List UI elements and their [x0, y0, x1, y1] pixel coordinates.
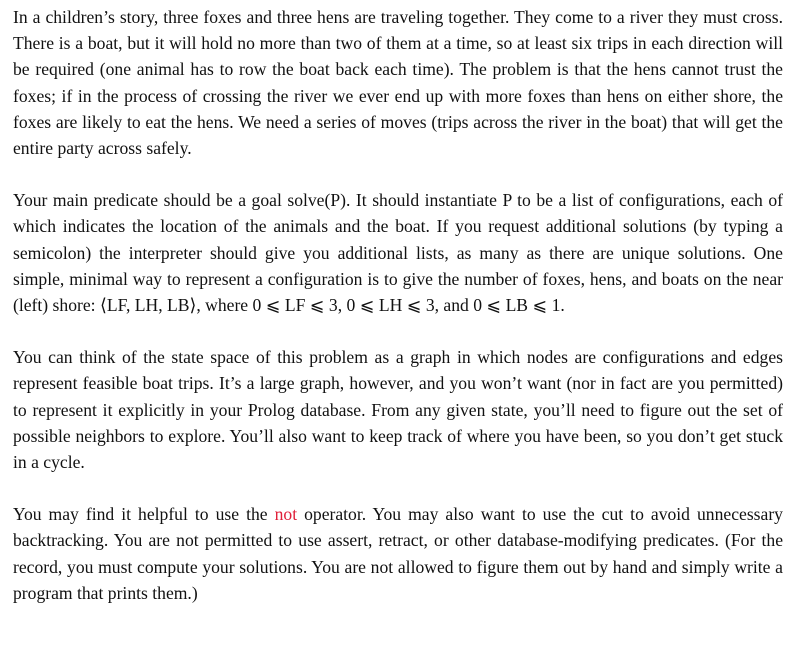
paragraph-operators — [13, 501, 783, 606]
paragraph-problem-statement: In a children’s story, three foxes and three hens are traveling together. They come to a river they must cross. There is a boat, but it will hold no more than two of them at a time, so at least six trips in each direction will be required (one animal has to row the boat back each time). The problem is that the hens cannot trust the foxes; if in the process of crossing the river we ever end up with more foxes than hens on either shore, the foxes are likely to eat the hens. We need a series of moves (trips across the river in the boat) that will get the entire party across safely. — [13, 7, 783, 159]
assignment-document — [13, 4, 783, 632]
paragraph-operators-after: operator. You may also want to use the cut to avoid unnecessary backtracking. You are not permitted to use assert, retract, or other database-modifying predicates. (For the record, you must compute your solutions. You are not allowed to figure them out by hand and simply write a program that prints them.) — [13, 504, 783, 603]
paragraph-solve-predicate: Your main predicate should be a goal solve(P). It should instantiate P to be a list of configurations, each of which indicates the location of the animals and the boat. If you request additional solutions (by typing a semicolon) the interpreter should give you additional lists, as many as there are unique solutions. One simple, minimal way to represent a configuration is to give the number of foxes, hens, and boats on the near (left) shore: ⟨LF, LH, LB⟩, where 0 ⩽ LF ⩽ 3, 0 ⩽ LH ⩽ 3, and 0 ⩽ LB ⩽ 1. — [13, 190, 783, 316]
paragraph-state-space: You can think of the state space of this problem as a graph in which nodes are configurations and edges represent feasible boat trips. It’s a large graph, however, and you won’t want (nor in fact are you permitted) to represent it explicitly in your Prolog database. From any given state, you’ll need to figure out the set of possible neighbors to explore. You’ll also want to keep track of where you have been, so you don’t get stuck in a cycle. — [13, 347, 783, 473]
paragraph-operators-before: You may find it helpful to use the — [13, 504, 275, 525]
not-operator-keyword: not — [274, 504, 298, 525]
